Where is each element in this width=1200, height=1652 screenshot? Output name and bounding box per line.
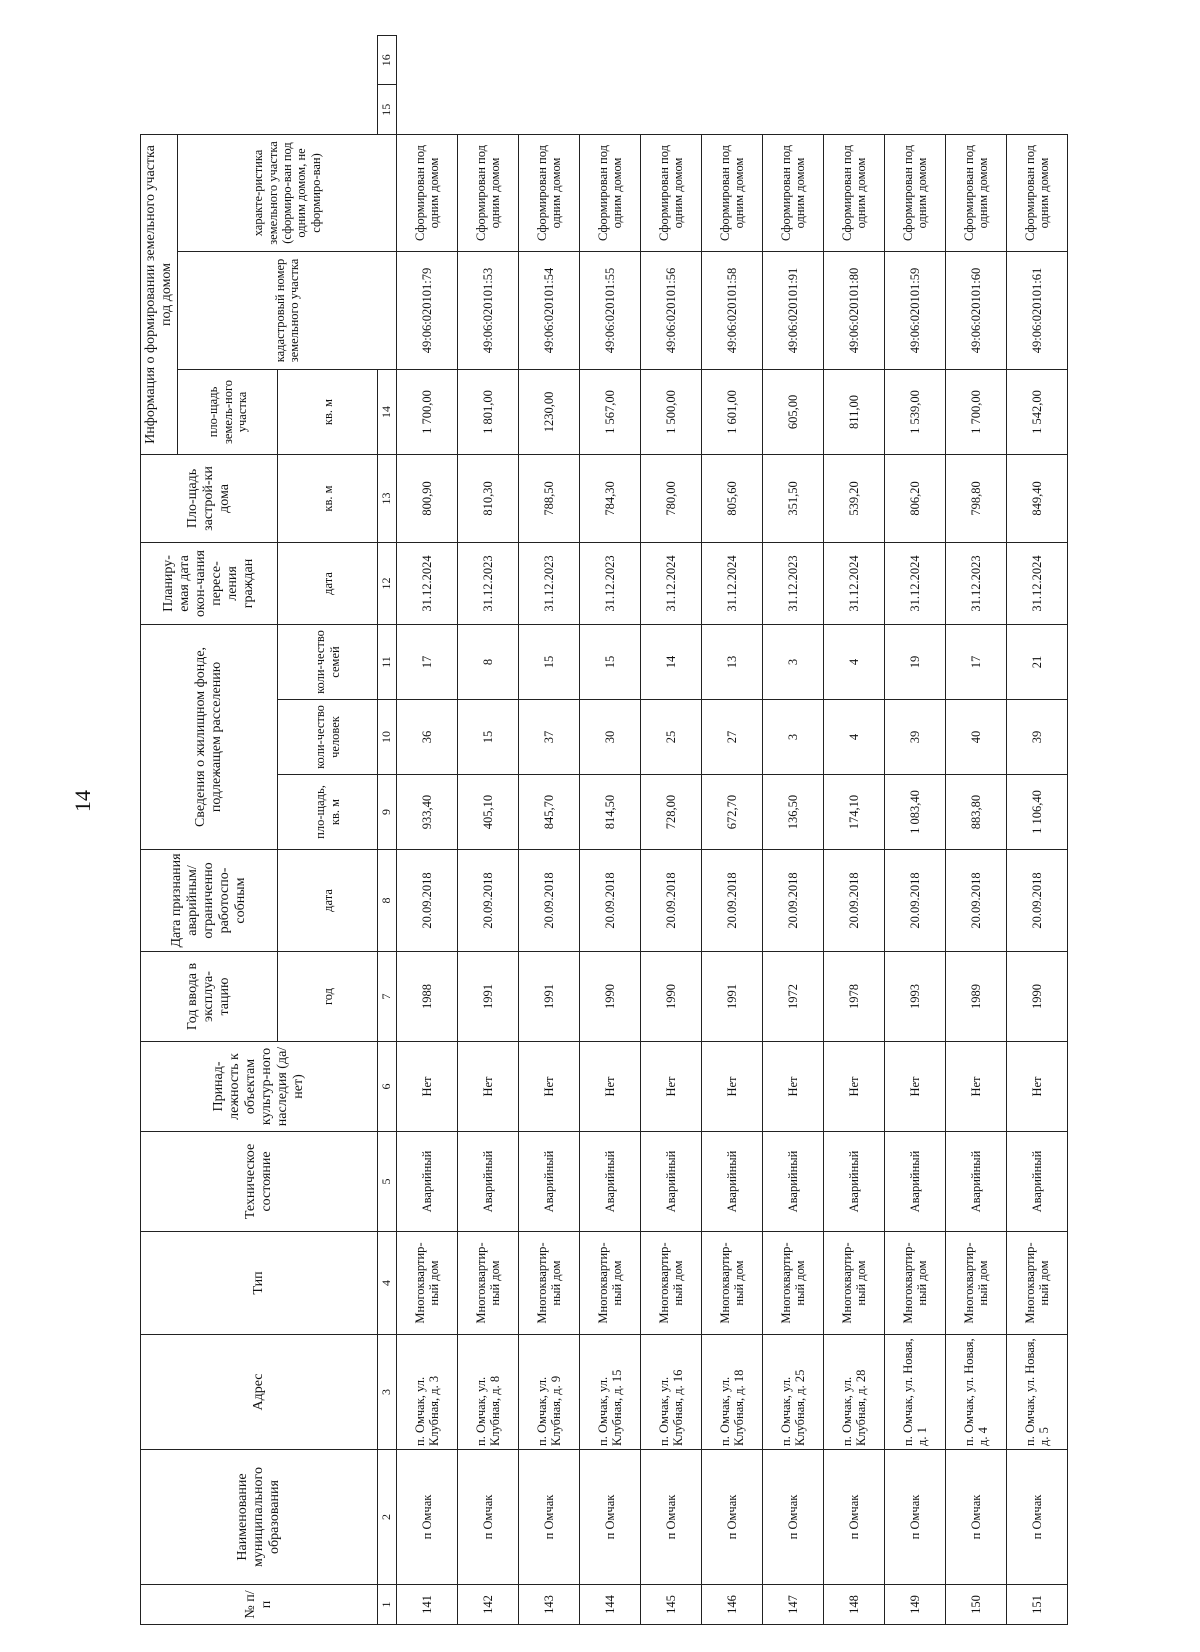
people-cell: 3 <box>763 700 824 775</box>
families-cell: 4 <box>824 624 885 699</box>
emergency-date-cell: 20.09.2018 <box>824 850 885 952</box>
characteristic-cell: Сформирован под одним домом <box>458 134 519 251</box>
heritage-cell: Нет <box>702 1042 763 1132</box>
unit-building-area: кв. м <box>278 454 378 542</box>
column-number: 2 <box>378 1450 397 1585</box>
building-area-cell: 849,40 <box>1007 454 1068 542</box>
table-row <box>519 36 580 1625</box>
families-cell: 15 <box>519 624 580 699</box>
year-cell: 1990 <box>641 952 702 1042</box>
characteristic-cell: Сформирован под одним домом <box>946 134 1007 251</box>
people-cell: 40 <box>946 700 1007 775</box>
characteristic-cell: Сформирован под одним домом <box>702 134 763 251</box>
year-cell: 1991 <box>519 952 580 1042</box>
area-cell: 1 106,40 <box>1007 775 1068 850</box>
table-row <box>397 36 458 1625</box>
header-year: Год ввода в эксплуа-тацию <box>141 952 278 1042</box>
building-area-cell: 351,50 <box>763 454 824 542</box>
header-address: Адрес <box>141 1335 378 1450</box>
characteristic-cell: Сформирован под одним домом <box>824 134 885 251</box>
characteristic-cell: Сформирован под одним домом <box>519 134 580 251</box>
heritage-cell: Нет <box>458 1042 519 1132</box>
unit-land-area: кв. м <box>278 369 378 454</box>
type-cell: Многоквартир-ный дом <box>885 1232 946 1335</box>
heritage-cell: Нет <box>1007 1042 1068 1132</box>
column-number: 5 <box>378 1132 397 1232</box>
municipality-cell: п Омчак <box>824 1450 885 1585</box>
type-cell: Многоквартир-ный дом <box>580 1232 641 1335</box>
address-cell: п. Омчак, ул. Новая, д. 4 <box>946 1335 1007 1450</box>
resettle-date-cell: 31.12.2024 <box>641 542 702 624</box>
tech-state-cell: Аварийный <box>946 1132 1007 1232</box>
table-row <box>580 36 641 1625</box>
column-number: 1 <box>378 1585 397 1625</box>
building-area-cell: 784,30 <box>580 454 641 542</box>
area-cell: 672,70 <box>702 775 763 850</box>
municipality-cell: п Омчак <box>458 1450 519 1585</box>
people-cell: 25 <box>641 700 702 775</box>
type-cell: Многоквартир-ный дом <box>702 1232 763 1335</box>
families-cell: 13 <box>702 624 763 699</box>
land-area-cell: 1 500,00 <box>641 369 702 454</box>
municipality-cell: п Омчак <box>885 1450 946 1585</box>
area-cell: 1 083,40 <box>885 775 946 850</box>
row-number: 144 <box>580 1585 641 1625</box>
type-cell: Многоквартир-ный дом <box>763 1232 824 1335</box>
municipality-cell: п Омчак <box>641 1450 702 1585</box>
row-number: 150 <box>946 1585 1007 1625</box>
header-characteristic: характе-ристика земельного участка (сформиро-ван под одним домом, не сформиро-ван) <box>178 134 397 251</box>
header-emergency-date: Дата признания аварийным/ ограниченно работоспо-собным <box>141 850 278 952</box>
year-cell: 1978 <box>824 952 885 1042</box>
cadastral-cell: 49:06:020101:56 <box>641 251 702 369</box>
families-cell: 19 <box>885 624 946 699</box>
row-number: 148 <box>824 1585 885 1625</box>
people-cell: 39 <box>1007 700 1068 775</box>
people-cell: 4 <box>824 700 885 775</box>
cadastral-cell: 49:06:020101:53 <box>458 251 519 369</box>
people-cell: 39 <box>885 700 946 775</box>
land-area-cell: 1 542,00 <box>1007 369 1068 454</box>
header-land-group: Информация о формировании земельного участка под домом <box>141 134 178 454</box>
resettle-date-cell: 31.12.2024 <box>702 542 763 624</box>
type-cell: Многоквартир-ный дом <box>519 1232 580 1335</box>
emergency-date-cell: 20.09.2018 <box>458 850 519 952</box>
heritage-cell: Нет <box>763 1042 824 1132</box>
heritage-cell: Нет <box>397 1042 458 1132</box>
row-number: 147 <box>763 1585 824 1625</box>
column-number: 16 <box>378 36 397 86</box>
municipality-cell: п Омчак <box>519 1450 580 1585</box>
table-row <box>1007 36 1068 1625</box>
rotated-table-container <box>140 35 1075 1625</box>
municipality-cell: п Омчак <box>1007 1450 1068 1585</box>
housing-table <box>140 35 1068 1625</box>
land-area-cell: 1 700,00 <box>946 369 1007 454</box>
heritage-cell: Нет <box>641 1042 702 1132</box>
area-cell: 845,70 <box>519 775 580 850</box>
header-land-area: пло-щадь земель-ного участка <box>178 369 278 454</box>
column-number: 13 <box>378 454 397 542</box>
families-cell: 21 <box>1007 624 1068 699</box>
address-cell: п. Омчак, ул. Клубная, д. 15 <box>580 1335 641 1450</box>
land-area-cell: 1230,00 <box>519 369 580 454</box>
row-number: 142 <box>458 1585 519 1625</box>
address-cell: п. Омчак, ул. Новая, д. 5 <box>1007 1335 1068 1450</box>
table-row <box>824 36 885 1625</box>
year-cell: 1972 <box>763 952 824 1042</box>
row-number: 141 <box>397 1585 458 1625</box>
people-cell: 36 <box>397 700 458 775</box>
characteristic-cell: Сформирован под одним домом <box>641 134 702 251</box>
characteristic-cell: Сформирован под одним домом <box>580 134 641 251</box>
families-cell: 17 <box>946 624 1007 699</box>
address-cell: п. Омчак, ул. Новая, д. 1 <box>885 1335 946 1450</box>
cadastral-cell: 49:06:020101:55 <box>580 251 641 369</box>
type-cell: Многоквартир-ный дом <box>1007 1232 1068 1335</box>
land-area-cell: 1 539,00 <box>885 369 946 454</box>
table-row <box>458 36 519 1625</box>
area-cell: 728,00 <box>641 775 702 850</box>
resettle-date-cell: 31.12.2023 <box>458 542 519 624</box>
characteristic-cell: Сформирован под одним домом <box>885 134 946 251</box>
characteristic-cell: Сформирован под одним домом <box>1007 134 1068 251</box>
municipality-cell: п Омчак <box>763 1450 824 1585</box>
municipality-cell: п Омчак <box>397 1450 458 1585</box>
tech-state-cell: Аварийный <box>458 1132 519 1232</box>
type-cell: Многоквартир-ный дом <box>641 1232 702 1335</box>
header-tech-state: Техническое состояние <box>141 1132 378 1232</box>
tech-state-cell: Аварийный <box>1007 1132 1068 1232</box>
cadastral-cell: 49:06:020101:91 <box>763 251 824 369</box>
unit-families: коли-чество семей <box>278 624 378 699</box>
resettle-date-cell: 31.12.2023 <box>763 542 824 624</box>
tech-state-cell: Аварийный <box>580 1132 641 1232</box>
page-number: 14 <box>70 790 95 812</box>
column-number: 15 <box>378 85 397 134</box>
row-number: 143 <box>519 1585 580 1625</box>
cadastral-cell: 49:06:020101:58 <box>702 251 763 369</box>
header-no: № п/п <box>141 1585 378 1625</box>
municipality-cell: п Омчак <box>702 1450 763 1585</box>
area-cell: 933,40 <box>397 775 458 850</box>
heritage-cell: Нет <box>885 1042 946 1132</box>
land-area-cell: 1 601,00 <box>702 369 763 454</box>
table-body <box>397 36 1068 1625</box>
area-cell: 136,50 <box>763 775 824 850</box>
type-cell: Многоквартир-ный дом <box>824 1232 885 1335</box>
emergency-date-cell: 20.09.2018 <box>946 850 1007 952</box>
building-area-cell: 788,50 <box>519 454 580 542</box>
heritage-cell: Нет <box>946 1042 1007 1132</box>
tech-state-cell: Аварийный <box>397 1132 458 1232</box>
header-housing-group: Сведения о жилищном фонде, подлежащем расселению <box>141 624 278 849</box>
unit-people: коли-чество человек <box>278 700 378 775</box>
table-row <box>641 36 702 1625</box>
year-cell: 1990 <box>1007 952 1068 1042</box>
characteristic-cell: Сформирован под одним домом <box>397 134 458 251</box>
tech-state-cell: Аварийный <box>885 1132 946 1232</box>
building-area-cell: 806,20 <box>885 454 946 542</box>
column-number: 6 <box>378 1042 397 1132</box>
emergency-date-cell: 20.09.2018 <box>1007 850 1068 952</box>
row-number: 145 <box>641 1585 702 1625</box>
column-number: 3 <box>378 1335 397 1450</box>
area-cell: 405,10 <box>458 775 519 850</box>
area-cell: 174,10 <box>824 775 885 850</box>
year-cell: 1993 <box>885 952 946 1042</box>
table-row <box>946 36 1007 1625</box>
type-cell: Многоквартир-ный дом <box>458 1232 519 1335</box>
table-row <box>885 36 946 1625</box>
address-cell: п. Омчак, ул. Клубная, д. 18 <box>702 1335 763 1450</box>
unit-resettle-date: дата <box>278 542 378 624</box>
header-resettle-date: Планиру-емая дата окон-чания пересе-ления граждан <box>141 542 278 624</box>
address-cell: п. Омчак, ул. Клубная, д. 8 <box>458 1335 519 1450</box>
address-cell: п. Омчак, ул. Клубная, д. 16 <box>641 1335 702 1450</box>
resettle-date-cell: 31.12.2023 <box>946 542 1007 624</box>
year-cell: 1990 <box>580 952 641 1042</box>
column-number: 10 <box>378 700 397 775</box>
families-cell: 15 <box>580 624 641 699</box>
row-number: 146 <box>702 1585 763 1625</box>
cadastral-cell: 49:06:020101:80 <box>824 251 885 369</box>
building-area-cell: 800,90 <box>397 454 458 542</box>
area-cell: 814,50 <box>580 775 641 850</box>
cadastral-cell: 49:06:020101:60 <box>946 251 1007 369</box>
type-cell: Многоквартир-ный дом <box>946 1232 1007 1335</box>
building-area-cell: 539,20 <box>824 454 885 542</box>
resettle-date-cell: 31.12.2024 <box>824 542 885 624</box>
address-cell: п. Омчак, ул. Клубная, д. 3 <box>397 1335 458 1450</box>
families-cell: 3 <box>763 624 824 699</box>
emergency-date-cell: 20.09.2018 <box>763 850 824 952</box>
tech-state-cell: Аварийный <box>824 1132 885 1232</box>
header-municipality: Наименование муниципального образования <box>141 1450 378 1585</box>
tech-state-cell: Аварийный <box>702 1132 763 1232</box>
row-number: 149 <box>885 1585 946 1625</box>
header-heritage: Принад-лежность к объектам культур-ного наследия (да/нет) <box>141 1042 378 1132</box>
unit-area: пло-щадь, кв. м <box>278 775 378 850</box>
families-cell: 8 <box>458 624 519 699</box>
column-number: 4 <box>378 1232 397 1335</box>
families-cell: 17 <box>397 624 458 699</box>
emergency-date-cell: 20.09.2018 <box>641 850 702 952</box>
people-cell: 30 <box>580 700 641 775</box>
cadastral-cell: 49:06:020101:59 <box>885 251 946 369</box>
building-area-cell: 805,60 <box>702 454 763 542</box>
column-number: 7 <box>378 952 397 1042</box>
resettle-date-cell: 31.12.2024 <box>1007 542 1068 624</box>
heritage-cell: Нет <box>519 1042 580 1132</box>
building-area-cell: 780,00 <box>641 454 702 542</box>
type-cell: Многоквартир-ный дом <box>397 1232 458 1335</box>
unit-year: год <box>278 952 378 1042</box>
building-area-cell: 798,80 <box>946 454 1007 542</box>
building-area-cell: 810,30 <box>458 454 519 542</box>
heritage-cell: Нет <box>824 1042 885 1132</box>
column-number: 9 <box>378 775 397 850</box>
address-cell: п. Омчак, ул. Клубная, д. 28 <box>824 1335 885 1450</box>
year-cell: 1989 <box>946 952 1007 1042</box>
land-area-cell: 605,00 <box>763 369 824 454</box>
column-number: 8 <box>378 850 397 952</box>
characteristic-cell: Сформирован под одним домом <box>763 134 824 251</box>
unit-emergency-date: дата <box>278 850 378 952</box>
year-cell: 1991 <box>458 952 519 1042</box>
year-cell: 1991 <box>702 952 763 1042</box>
resettle-date-cell: 31.12.2023 <box>519 542 580 624</box>
column-number: 12 <box>378 542 397 624</box>
area-cell: 883,80 <box>946 775 1007 850</box>
address-cell: п. Омчак, ул. Клубная, д. 25 <box>763 1335 824 1450</box>
emergency-date-cell: 20.09.2018 <box>885 850 946 952</box>
header-building-area: Пло-щадь застрой-ки дома <box>141 454 278 542</box>
people-cell: 37 <box>519 700 580 775</box>
municipality-cell: п Омчак <box>580 1450 641 1585</box>
resettle-date-cell: 31.12.2024 <box>885 542 946 624</box>
tech-state-cell: Аварийный <box>519 1132 580 1232</box>
table-row <box>702 36 763 1625</box>
header-type: Тип <box>141 1232 378 1335</box>
land-area-cell: 811,00 <box>824 369 885 454</box>
emergency-date-cell: 20.09.2018 <box>519 850 580 952</box>
heritage-cell: Нет <box>580 1042 641 1132</box>
families-cell: 14 <box>641 624 702 699</box>
resettle-date-cell: 31.12.2023 <box>580 542 641 624</box>
municipality-cell: п Омчак <box>946 1450 1007 1585</box>
column-number: 14 <box>378 369 397 454</box>
header-cadastral: кадастровый номер земельного участка <box>178 251 397 369</box>
people-cell: 27 <box>702 700 763 775</box>
cadastral-cell: 49:06:020101:61 <box>1007 251 1068 369</box>
emergency-date-cell: 20.09.2018 <box>397 850 458 952</box>
resettle-date-cell: 31.12.2024 <box>397 542 458 624</box>
tech-state-cell: Аварийный <box>763 1132 824 1232</box>
cadastral-cell: 49:06:020101:54 <box>519 251 580 369</box>
people-cell: 15 <box>458 700 519 775</box>
land-area-cell: 1 700,00 <box>397 369 458 454</box>
table-row <box>763 36 824 1625</box>
land-area-cell: 1 801,00 <box>458 369 519 454</box>
year-cell: 1988 <box>397 952 458 1042</box>
tech-state-cell: Аварийный <box>641 1132 702 1232</box>
cadastral-cell: 49:06:020101:79 <box>397 251 458 369</box>
emergency-date-cell: 20.09.2018 <box>702 850 763 952</box>
row-number: 151 <box>1007 1585 1068 1625</box>
emergency-date-cell: 20.09.2018 <box>580 850 641 952</box>
address-cell: п. Омчак, ул. Клубная, д. 9 <box>519 1335 580 1450</box>
land-area-cell: 1 567,00 <box>580 369 641 454</box>
column-number: 11 <box>378 624 397 699</box>
